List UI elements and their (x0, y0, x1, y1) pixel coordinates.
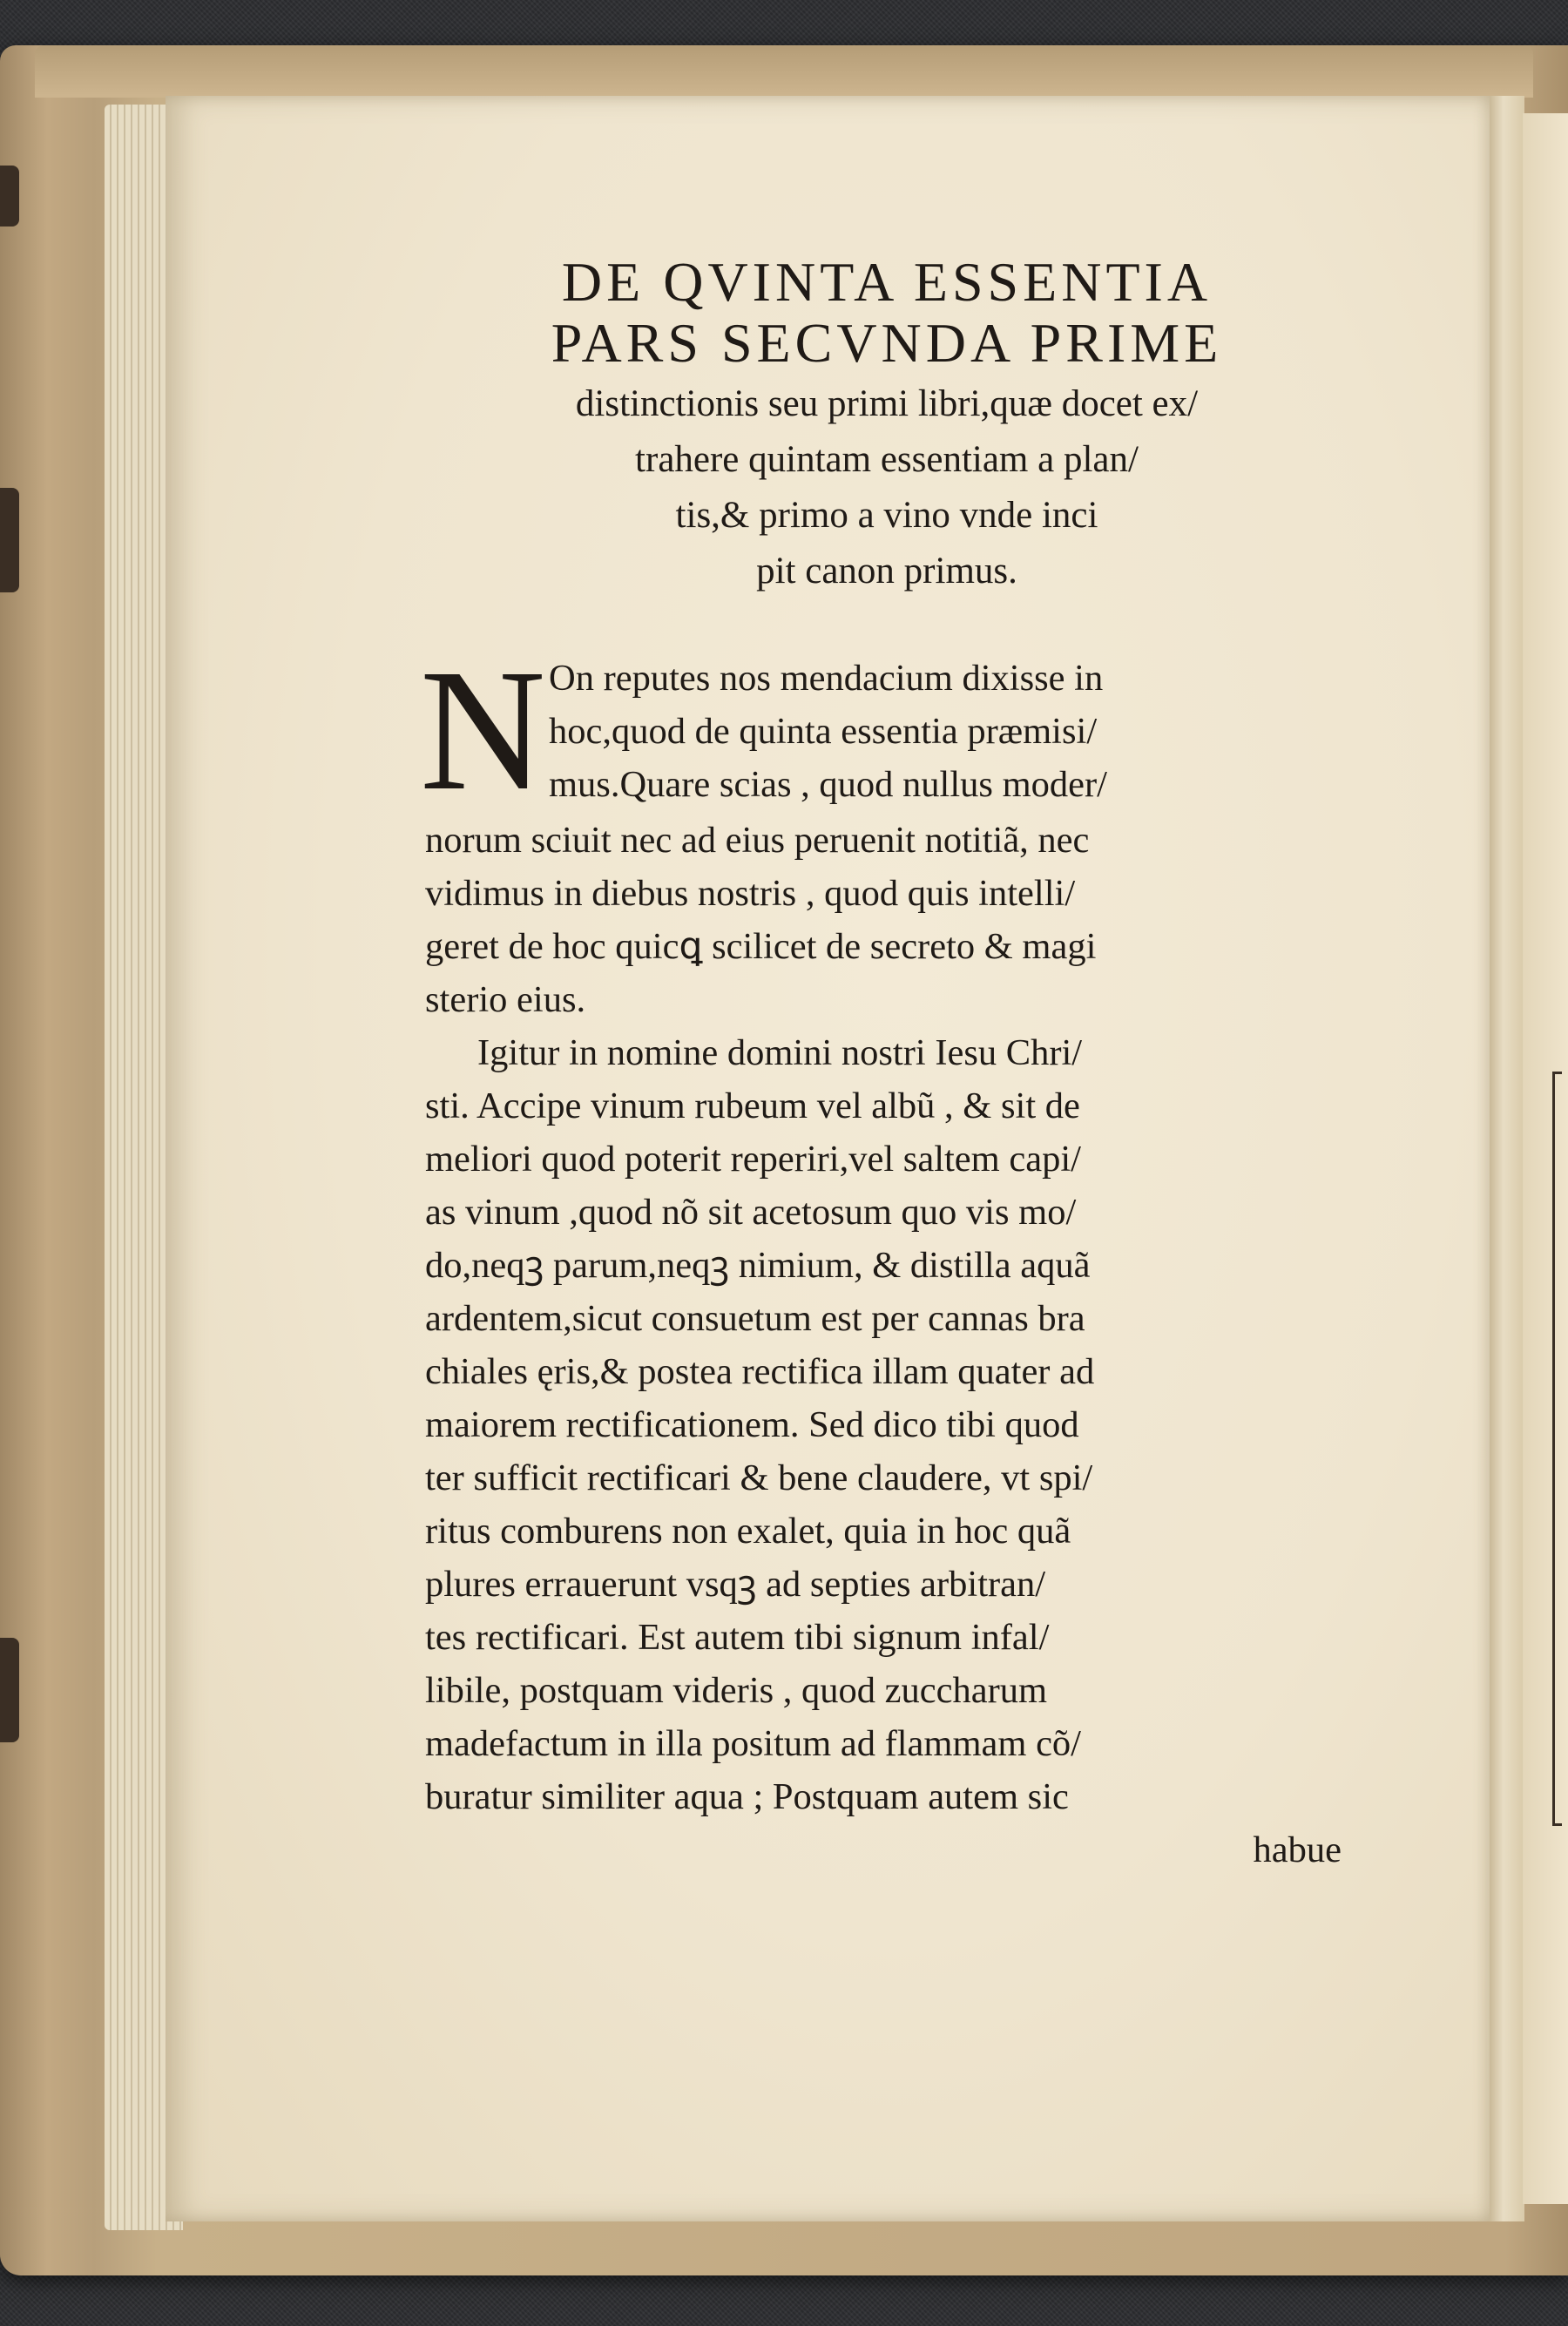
text-line: norum sciuit nec ad eius peruenit notitiã, nec (425, 820, 1090, 861)
text-line: ter sufficit rectificari & bene claudere, vt spi/ (425, 1457, 1093, 1498)
heading-sub-line: tis,& primo a vino vnde inci (675, 495, 1098, 536)
catchword: habue (1253, 1829, 1342, 1870)
body-text (420, 634, 1348, 1876)
text-line: On reputes nos mendacium dixisse in (549, 658, 1104, 699)
text-line: vidimus in diebus nostris , quod quis intelli/ (425, 873, 1076, 914)
text-line: chiales ęris,& postea rectifica illam quater ad (425, 1351, 1095, 1392)
text-line: mus.Quare scias , quod nullus moder/ (549, 764, 1107, 805)
heading-sub-line: pit canon primus. (756, 551, 1017, 592)
text-line: sti. Accipe vinum rubeum vel albũ , & sit de (425, 1085, 1080, 1126)
text-line: do,neqꝫ parum,neqꝫ nimium, & distilla aquã (425, 1245, 1091, 1286)
binding-tie (0, 488, 19, 592)
text-line: as vinum ,quod nõ sit acetosum quo vis mo/ (425, 1192, 1077, 1233)
chapter-heading (425, 251, 1348, 599)
initial-letter: N (420, 634, 546, 827)
text-line: Igitur in nomine domini nostri Iesu Chri/ (477, 1032, 1083, 1073)
text-line: madefactum in illa positum ad flammam cõ/ (425, 1723, 1081, 1764)
text-line: tes rectificari. Est autem tibi signum infal/ (425, 1617, 1050, 1658)
book-cover-top-edge (35, 45, 1533, 98)
book-gutter (1490, 96, 1524, 2221)
text-line: libile, postquam videris , quod zuccharum (425, 1670, 1048, 1711)
heading-sub-line: distinctionis seu primi libri,quæ docet ex/ (575, 383, 1199, 424)
page-text (420, 251, 1348, 1876)
text-line: ritus comburens non exalet, quia in hoc quã (425, 1511, 1071, 1552)
heading-line-1: DE QVINTA ESSENTIA (561, 251, 1213, 313)
text-line: buratur similiter aqua ; Postquam autem sic (425, 1776, 1069, 1817)
binding-tie (0, 166, 19, 227)
text-line: plures errauerunt vsqꝫ ad septies arbitran/ (425, 1564, 1046, 1605)
text-line: ardentem,sicut consuetum est per cannas bra (425, 1298, 1085, 1339)
text-line: hoc,quod de quinta essentia præmisi/ (549, 711, 1098, 752)
heading-line-2: PARS SECVNDA PRIME (551, 312, 1223, 374)
facing-page-print-edge (1552, 1072, 1562, 1826)
text-line: meliori quod poterit reperiri,vel saltem capi/ (425, 1139, 1081, 1180)
heading-sub-line: trahere quintam essentiam a plan/ (635, 439, 1139, 480)
binding-tie (0, 1638, 19, 1742)
text-line: sterio eius. (425, 979, 586, 1020)
text-line: geret de hoc quicꝗ scilicet de secreto & magi (425, 926, 1097, 967)
text-line: maiorem rectificationem. Sed dico tibi quod (425, 1404, 1079, 1445)
